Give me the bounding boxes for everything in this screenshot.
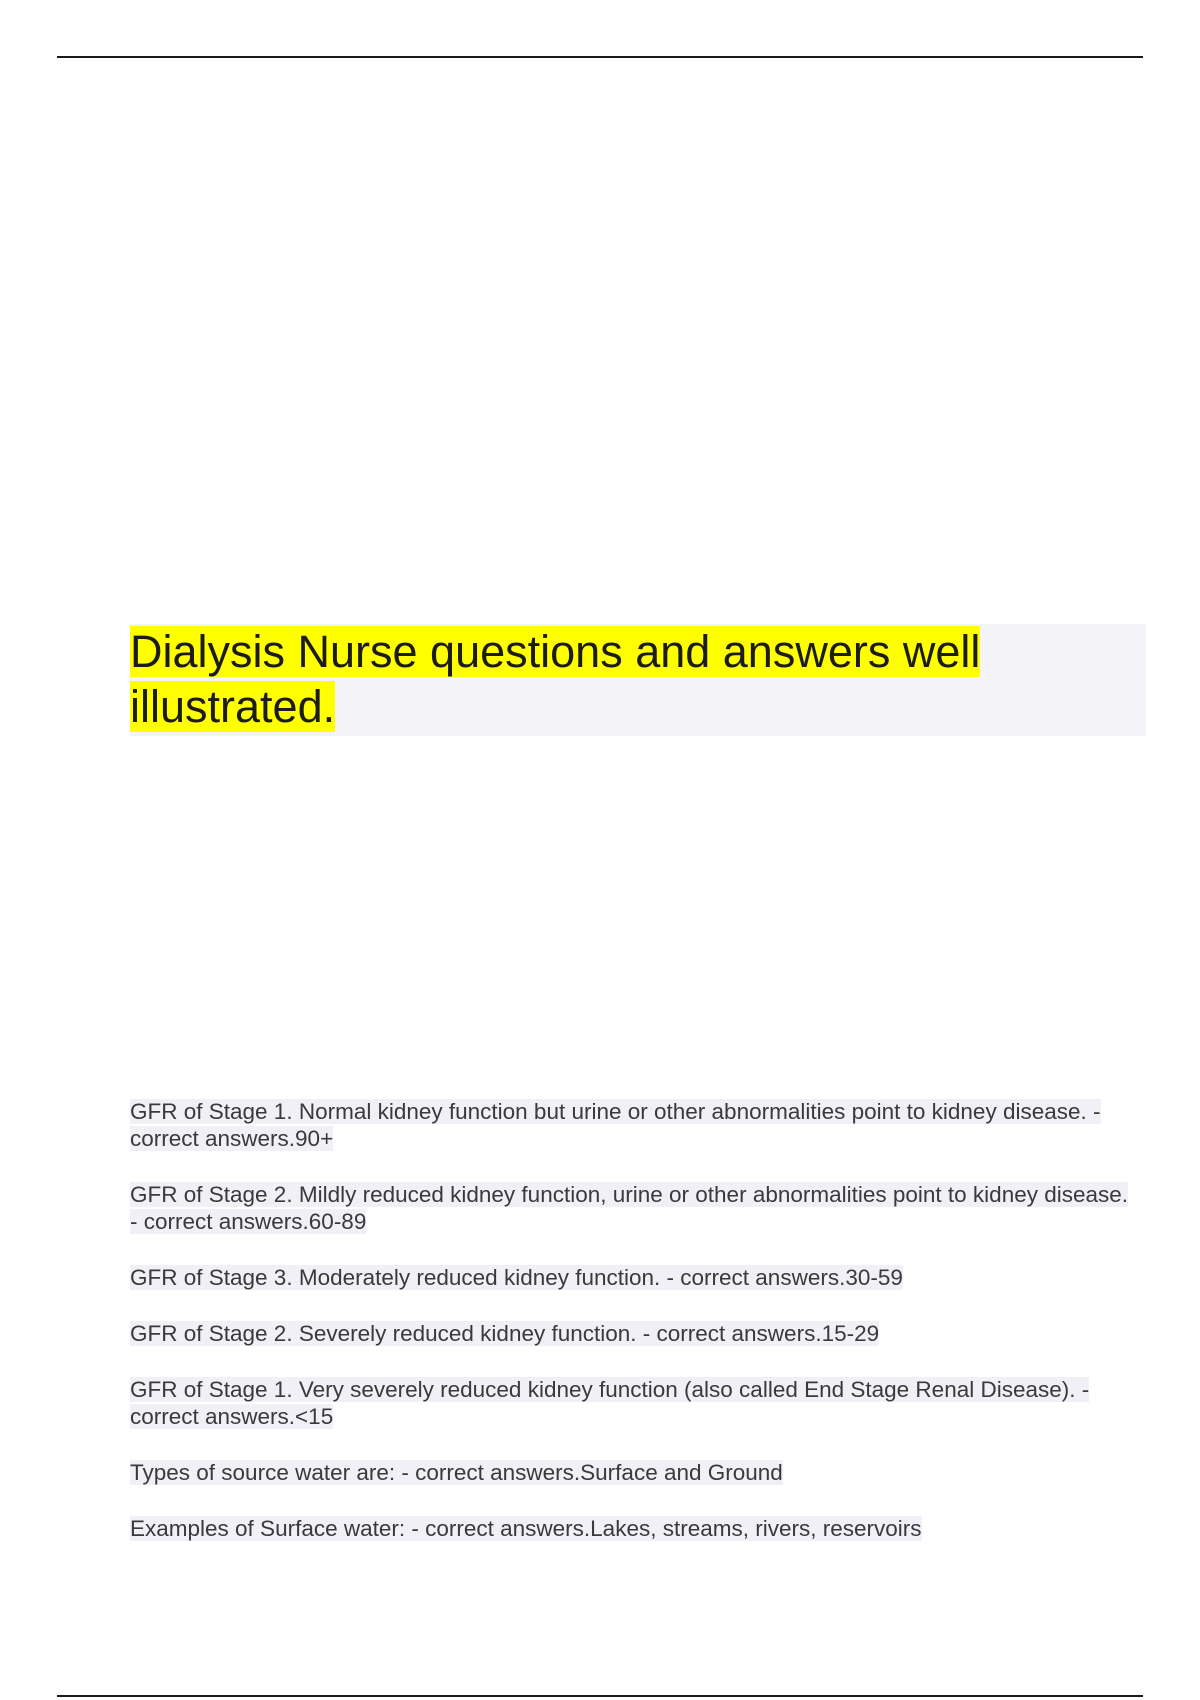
qa-item: [130, 1098, 1130, 1152]
bottom-rule: [57, 1695, 1143, 1697]
title-highlight: Dialysis Nurse questions and answers well illustrated.: [130, 626, 981, 732]
document-title: [130, 624, 1060, 734]
qa-text: GFR of Stage 1. Normal kidney function but urine or other abnormalities point to kidney disease. - correct answers.90+: [130, 1099, 1101, 1151]
qa-item: [130, 1515, 1130, 1542]
qa-item: [130, 1459, 1130, 1486]
qa-item: [130, 1264, 1130, 1291]
qa-text: Examples of Surface water: - correct answers.Lakes, streams, rivers, reservoirs: [130, 1516, 922, 1541]
qa-text: GFR of Stage 2. Mildly reduced kidney function, urine or other abnormalities point to kidney disease. - correct answers.60-89: [130, 1182, 1129, 1234]
qa-text: GFR of Stage 1. Very severely reduced kidney function (also called End Stage Renal Disease). - correct answers.<15: [130, 1377, 1090, 1429]
title-block: [130, 624, 1146, 736]
qa-text: GFR of Stage 3. Moderately reduced kidney function. - correct answers.30-59: [130, 1265, 903, 1290]
top-rule: [57, 56, 1143, 58]
qa-list: [130, 1098, 1130, 1571]
qa-item: [130, 1320, 1130, 1347]
qa-text: GFR of Stage 2. Severely reduced kidney function. - correct answers.15-29: [130, 1321, 880, 1346]
qa-item: [130, 1181, 1130, 1235]
qa-text: Types of source water are: - correct answers.Surface and Ground: [130, 1460, 783, 1485]
qa-item: [130, 1376, 1130, 1430]
